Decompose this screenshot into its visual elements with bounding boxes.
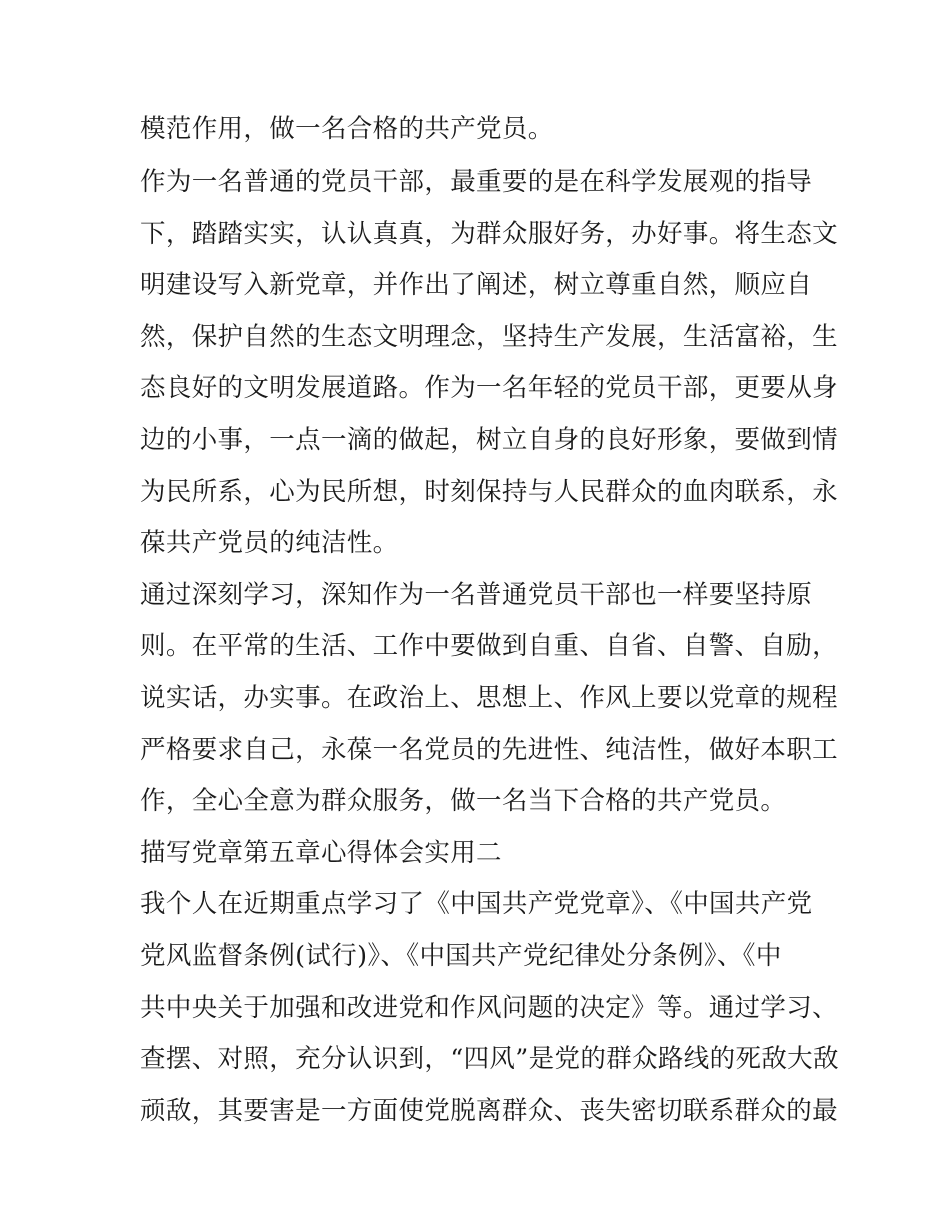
text-line: 作，全心全意为群众服务，做一名当下合格的共产党员。 xyxy=(140,786,787,816)
text-line: 党风监督条例(试行)》、《中国共产党纪律处分条例》、《中 xyxy=(140,941,782,971)
text-line: 边的小事，一点一滴的做起，树立自身的良好形象，要做到情 xyxy=(140,425,838,455)
text-line: 顽敌，其要害是一方面使党脱离群众、丧失密切联系群众的最 xyxy=(140,1096,838,1126)
section-heading: 描写党章第五章心得体会实用二 xyxy=(140,838,502,868)
text-line: 说实话，办实事。在政治上、思想上、作风上要以党章的规程 xyxy=(140,683,838,713)
text-line: 模范作用，做一名合格的共产党员。 xyxy=(140,114,554,144)
text-line: 态良好的文明发展道路。作为一名年轻的党员干部，更要从身 xyxy=(140,373,838,403)
text-line: 作为一名普通的党员干部，最重要的是在科学发展观的指导 xyxy=(140,167,813,197)
text-line: 则。在平常的生活、工作中要做到自重、自省、自警、自励， xyxy=(140,631,838,661)
text-line: 我个人在近期重点学习了《中国共产党党章》、《中国共产党 xyxy=(140,889,813,919)
text-line: 共中央关于加强和改进党和作风问题的决定》等。通过学习、 xyxy=(140,993,838,1023)
text-line: 通过深刻学习，深知作为一名普通党员干部也一样要坚持原 xyxy=(140,580,813,610)
text-line: 严格要求自己，永葆一名党员的先进性、纯洁性，做好本职工 xyxy=(140,735,838,765)
text-line: 葆共产党员的纯洁性。 xyxy=(140,528,399,558)
text-line: 为民所系，心为民所想，时刻保持与人民群众的血肉联系，永 xyxy=(140,477,838,507)
text-line: 然，保护自然的生态文明理念，坚持生产发展，生活富裕，生 xyxy=(140,322,838,352)
text-line: 查摆、对照，充分认识到，“四风”是党的群众路线的死敌大敌 xyxy=(140,1044,839,1074)
text-line: 下，踏踏实实，认认真真，为群众服好务，办好事。将生态文 xyxy=(140,219,838,249)
text-line: 明建设写入新党章，并作出了阐述，树立尊重自然，顺应自 xyxy=(140,270,813,300)
